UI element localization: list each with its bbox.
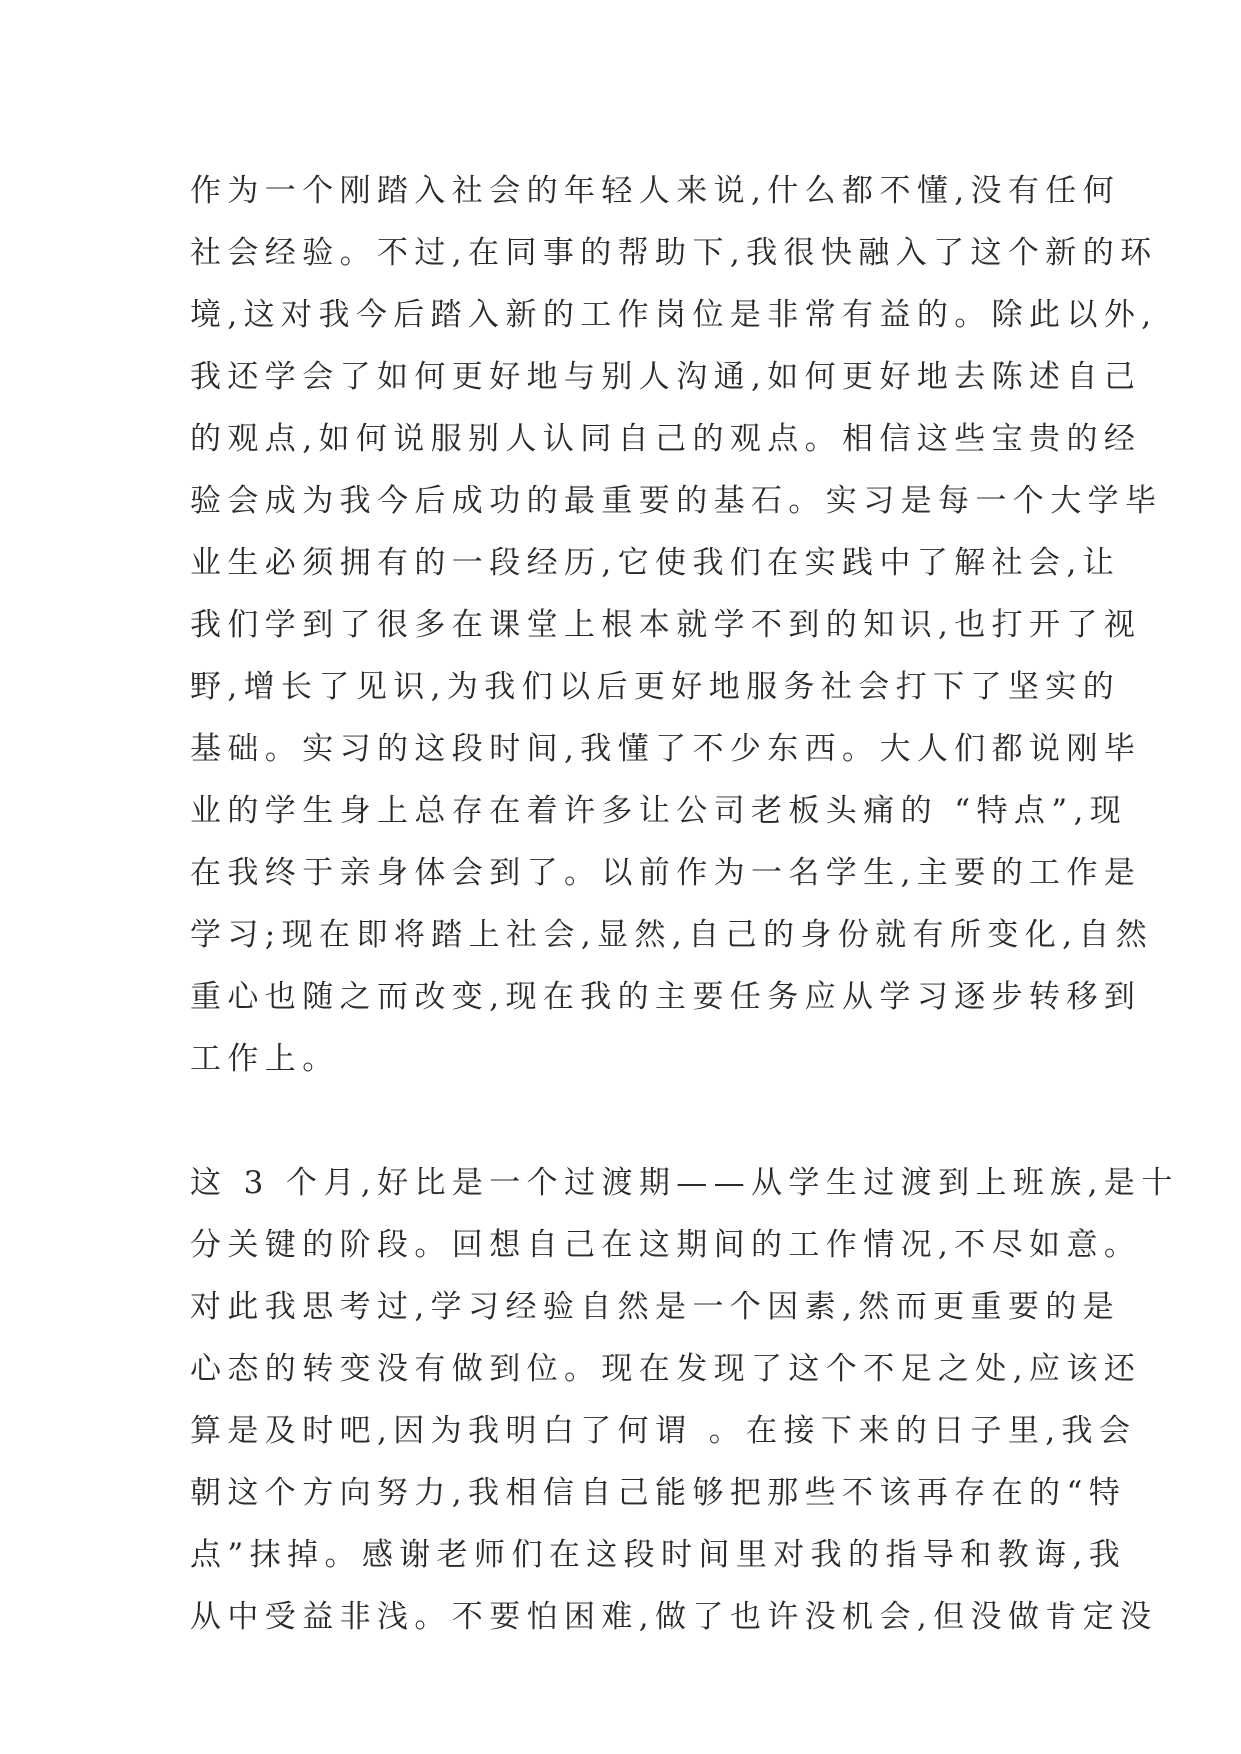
text-line: 业生必须拥有的一段经历,它使我们在实践中了解社会,让	[190, 545, 1121, 581]
text-line: 分关键的阶段。回想自己在这期间的工作情况,不尽如意。	[190, 1227, 1142, 1263]
text-line: 工作上。	[190, 1041, 340, 1077]
text-line: 重心也随之而改变,现在我的主要任务应从学习逐步转移到	[190, 979, 1142, 1015]
text-line: 算是及时吧,因为我明白了何谓 。在接下来的日子里,我会	[190, 1413, 1137, 1449]
text-line: 心态的转变没有做到位。现在发现了这个不足之处,应该还	[190, 1351, 1142, 1387]
text-line: 我们学到了很多在课堂上根本就学不到的知识,也打开了视	[190, 607, 1142, 643]
text-line: 从中受益非浅。不要怕困难,做了也许没机会,但没做肯定没	[190, 1599, 1158, 1635]
paragraph-2	[190, 1152, 1179, 1648]
text-line: 朝这个方向努力,我相信自己能够把那些不该再存在的“特	[190, 1475, 1127, 1511]
text-line: 的观点,如何说服别人认同自己的观点。相信这些宝贵的经	[190, 421, 1142, 457]
text-line: 基础。实习的这段时间,我懂了不少东西。大人们都说刚毕	[190, 731, 1142, 767]
text-line: 野,增长了见识,为我们以后更好地服务社会打下了坚实的	[190, 669, 1121, 705]
text-line: 点”抹掉。感谢老师们在这段时间里对我的指导和教诲,我	[190, 1537, 1127, 1573]
paragraph-1	[190, 160, 1163, 1090]
text-line: 这 3 个月,好比是一个过渡期——从学生过渡到上班族,是十	[190, 1165, 1179, 1201]
text-line: 验会成为我今后成功的最重要的基石。实习是每一个大学毕	[190, 483, 1163, 519]
text-line: 学习;现在即将踏上社会,显然,自己的身份就有所变化,自然	[190, 917, 1154, 953]
text-line: 作为一个刚踏入社会的年轻人来说,什么都不懂,没有任何	[190, 173, 1121, 209]
text-line: 业的学生身上总存在着许多让公司老板头痛的 “特点”,现	[190, 793, 1128, 829]
text-line: 我还学会了如何更好地与别人沟通,如何更好地去陈述自己	[190, 359, 1142, 395]
document-body	[190, 160, 1179, 1648]
text-line: 对此我思考过,学习经验自然是一个因素,然而更重要的是	[190, 1289, 1121, 1325]
text-line: 社会经验。不过,在同事的帮助下,我很快融入了这个新的环	[190, 235, 1158, 271]
text-line: 在我终于亲身体会到了。以前作为一名学生,主要的工作是	[190, 855, 1142, 891]
text-line: 境,这对我今后踏入新的工作岗位是非常有益的。除此以外,	[190, 297, 1158, 333]
